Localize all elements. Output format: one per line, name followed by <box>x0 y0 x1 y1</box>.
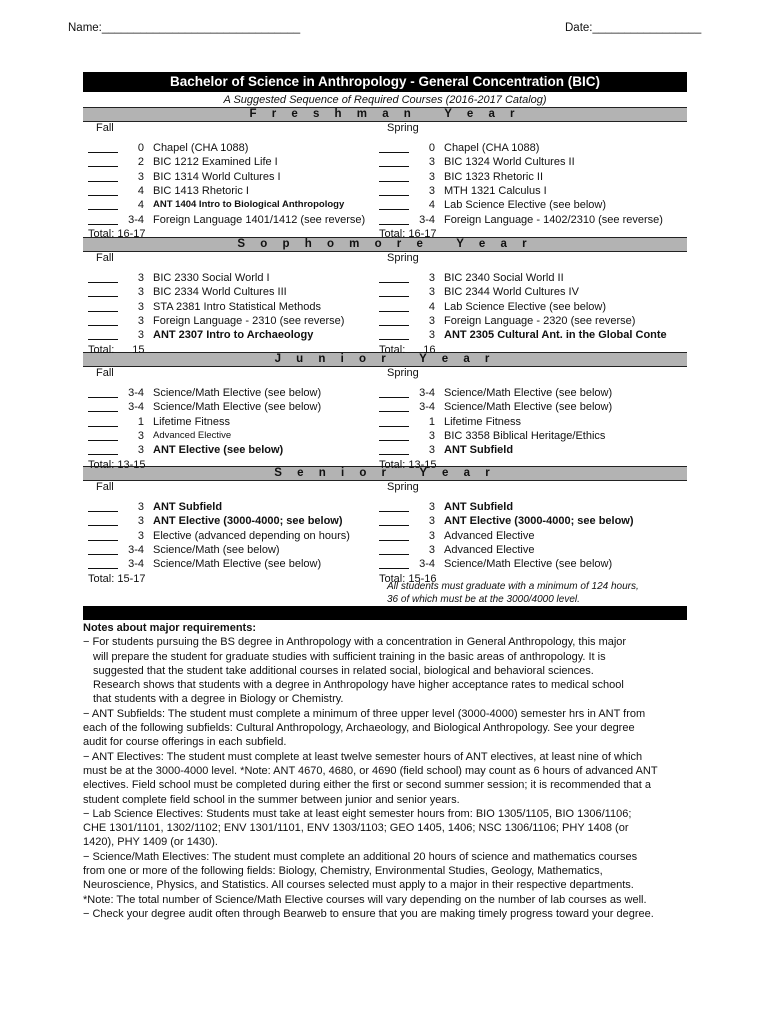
credit-hours: 3 <box>137 286 144 299</box>
semester-total <box>379 344 436 356</box>
credit-hours: 3-4 <box>419 401 435 414</box>
freshman-fall <box>84 122 384 240</box>
grade-blank[interactable] <box>379 501 409 512</box>
credit-hours: 3 <box>428 515 435 528</box>
note-line: that students with a degree in Biology or Chemistry. <box>93 693 344 706</box>
semester-total: Total: 15-17 <box>88 572 146 585</box>
grade-blank[interactable] <box>88 501 118 512</box>
semester-label: Fall <box>96 122 114 134</box>
note-line: each of the following subfields: Cultural Anthropology, Archaeology, and Biological Anthropology. See your degree <box>83 722 635 735</box>
course-name: Science/Math Elective (see below) <box>444 558 613 571</box>
course-name: STA 2381 Intro Statistical Methods <box>153 300 321 313</box>
note-line: will prepare the student for graduate studies with sufficient training in the basic areas of anthropology. It is <box>93 650 606 663</box>
grade-blank[interactable] <box>88 401 118 412</box>
semester-total: Total: 15-16 <box>379 572 437 585</box>
grade-blank[interactable] <box>379 387 409 398</box>
grade-blank[interactable] <box>88 272 118 283</box>
credit-hours: 3 <box>428 286 435 299</box>
date-field[interactable]: Date:_________________ <box>565 22 702 34</box>
credit-hours: 3 <box>137 329 144 342</box>
freshman-spring <box>375 122 675 240</box>
credit-hours: 4 <box>428 199 435 212</box>
credit-hours: 3 <box>428 501 435 513</box>
grade-blank[interactable] <box>88 430 118 441</box>
credit-hours: 3 <box>137 429 144 442</box>
credit-hours: 3 <box>428 170 435 183</box>
course-name: Science/Math Elective (see below) <box>153 558 322 571</box>
grade-blank[interactable] <box>88 142 118 153</box>
credit-hours: 3 <box>428 529 435 542</box>
page-title: Bachelor of Science in Anthropology - General Concentration (BIC) <box>83 72 687 92</box>
grade-blank[interactable] <box>379 530 409 541</box>
semester-label: Fall <box>96 252 114 264</box>
junior-fall <box>84 367 384 471</box>
course-name: BIC 1324 World Cultures II <box>444 156 575 169</box>
grade-blank[interactable] <box>379 416 409 427</box>
grade-blank[interactable] <box>88 329 118 340</box>
credit-hours: 3-4 <box>128 401 144 414</box>
note-line: *Note: The total number of Science/Math Elective courses will vary depending on the number of lab courses as well. <box>83 893 647 906</box>
grade-blank[interactable] <box>379 558 409 569</box>
course-name: Foreign Language - 2310 (see reverse) <box>153 314 345 327</box>
semester-total <box>88 344 145 356</box>
semester-label: Fall <box>96 367 114 379</box>
note-line: suggested that the student take additional courses in related social, biological and behavioral sciences. <box>93 664 594 677</box>
credit-hours: 1 <box>428 415 435 428</box>
grade-blank[interactable] <box>88 387 118 398</box>
credit-hours: 3 <box>428 444 435 457</box>
name-field[interactable]: Name:_______________________________ <box>68 22 301 34</box>
total-value: 15 <box>132 343 145 356</box>
course-name: Advanced Elective <box>444 529 535 542</box>
grade-blank[interactable] <box>379 430 409 441</box>
sophomore-spring <box>375 252 675 356</box>
course-name: BIC 1413 Rhetoric I <box>153 184 249 197</box>
graduation-note-line-1: All students must graduate with a minimum of 124 hours, <box>387 581 639 592</box>
course-name: Elective (advanced depending on hours) <box>153 529 350 542</box>
credit-hours: 3-4 <box>419 558 435 571</box>
grade-blank[interactable] <box>379 185 409 196</box>
course-name: ANT 2305 Cultural Ant. in the Global Conte <box>444 329 667 342</box>
credit-hours: 3 <box>137 501 144 513</box>
note-line: student complete field school in the summer between junior and senior years. <box>83 793 460 806</box>
year-header-junior: J u n i o r Y e a r <box>83 352 687 367</box>
grade-blank[interactable] <box>88 544 118 555</box>
grade-blank[interactable] <box>88 515 118 526</box>
note-line: 1420), PHY 1409 (or 1430). <box>83 836 218 849</box>
credit-hours: 4 <box>137 184 144 197</box>
credit-hours: 3-4 <box>128 558 144 571</box>
course-name: ANT 2307 Intro to Archaeology <box>153 329 314 342</box>
note-line: electives. Field school must be completed during either the first or second summer session; it is recommended that a <box>83 779 651 792</box>
notes-section <box>83 621 693 921</box>
grade-blank[interactable] <box>379 544 409 555</box>
credit-hours: 3 <box>137 529 144 542</box>
grade-blank[interactable] <box>88 171 118 182</box>
course-name: Lab Science Elective (see below) <box>444 300 607 313</box>
course-name: BIC 2334 World Cultures III <box>153 286 287 299</box>
course-name: Foreign Language - 1402/2310 (see reverse) <box>444 213 663 226</box>
note-line: must be at the 3000-4000 level. *Note: ANT 4670, 4680, or 4690 (field school) may count as 6 hours of advanced ANT <box>83 764 658 777</box>
credit-hours: 4 <box>428 300 435 313</box>
course-name: ANT 1404 Intro to Biological Anthropology <box>153 199 345 211</box>
grade-blank[interactable] <box>379 315 409 326</box>
semester-label: Fall <box>96 481 114 493</box>
semester-label: Spring <box>387 252 419 264</box>
grade-blank[interactable] <box>379 329 409 340</box>
grade-blank[interactable] <box>88 199 118 210</box>
note-line: Research shows that students with a degree in Anthropology have higher acceptance rates to medical school <box>93 679 624 692</box>
course-name: ANT Elective (3000-4000; see below) <box>444 515 634 528</box>
course-name: Science/Math Elective (see below) <box>444 387 613 399</box>
grade-blank[interactable] <box>379 272 409 283</box>
course-name: BIC 1314 World Cultures I <box>153 170 281 183</box>
note-line: − ANT Electives: The student must complete at least twelve semester hours of ANT electives, at least nine of which <box>83 750 643 763</box>
grade-blank[interactable] <box>379 214 409 225</box>
note-line: − ANT Subfields: The student must complete a minimum of three upper level (3000-4000) semester hrs in ANT from <box>83 707 646 720</box>
credit-hours: 3 <box>137 314 144 327</box>
semester-total: Total: 13-15 <box>88 458 146 471</box>
grade-blank[interactable] <box>379 301 409 312</box>
course-name: Science/Math Elective (see below) <box>153 401 322 414</box>
grade-blank[interactable] <box>88 301 118 312</box>
note-line: − For students pursuing the BS degree in Anthropology with a concentration in General Anthropology, this major <box>83 636 627 649</box>
grade-blank[interactable] <box>88 214 118 225</box>
senior-spring <box>375 481 675 585</box>
credit-hours: 4 <box>137 199 144 212</box>
credit-hours: 3 <box>137 170 144 183</box>
note-line: audit for course offerings in each subfield. <box>83 736 287 749</box>
year-header-freshman: F r e s h m a n Y e a r <box>83 107 687 122</box>
course-name: Lifetime Fitness <box>153 415 231 428</box>
year-header-sophomore: S o p h o m o r e Y e a r <box>83 237 687 252</box>
note-line: CHE 1301/1101, 1302/1102; ENV 1301/1101, ENV 1303/1103; GEO 1405, 1406; NSC 1306/1106; PHY 1408 (or <box>83 822 629 835</box>
credit-hours: 3-4 <box>419 213 435 226</box>
page-subtitle: A Suggested Sequence of Required Courses (2016-2017 Catalog) <box>223 94 547 106</box>
credit-hours: 3-4 <box>419 387 435 399</box>
note-line: from one or more of the following fields: Biology, Chemistry, Environmental Studies, Geology, Mathematics, <box>83 865 603 878</box>
credit-hours: 3 <box>428 156 435 169</box>
grade-blank[interactable] <box>379 156 409 167</box>
course-name: BIC 1323 Rhetoric II <box>444 170 544 183</box>
credit-hours: 2 <box>137 156 144 169</box>
course-name: Lifetime Fitness <box>444 415 522 428</box>
course-name: ANT Subfield <box>444 444 514 457</box>
semester-label: Spring <box>387 481 419 493</box>
course-name: Chapel (CHA 1088) <box>153 142 249 154</box>
grade-blank[interactable] <box>88 185 118 196</box>
course-name: Chapel (CHA 1088) <box>444 142 540 154</box>
course-name: Lab Science Elective (see below) <box>444 199 607 212</box>
course-name: ANT Subfield <box>444 501 514 513</box>
grade-blank[interactable] <box>379 286 409 297</box>
course-name: BIC 2330 Social World I <box>153 272 270 284</box>
divider-bar <box>83 606 687 620</box>
grade-blank[interactable] <box>88 156 118 167</box>
credit-hours: 0 <box>428 142 435 154</box>
semester-label: Spring <box>387 367 419 379</box>
credit-hours: 0 <box>137 142 144 154</box>
course-name: Foreign Language - 2320 (see reverse) <box>444 314 636 327</box>
course-name: Science/Math (see below) <box>153 543 280 556</box>
credit-hours: 3 <box>428 429 435 442</box>
note-line: − Lab Science Electives: Students must take at least eight semester hours from: BIO 1305/1105, BIO 1306/1106; <box>83 807 632 820</box>
grade-blank[interactable] <box>88 286 118 297</box>
credit-hours: 3 <box>428 272 435 284</box>
credit-hours: 3 <box>137 272 144 284</box>
semester-total: Total: 13-15 <box>379 458 437 471</box>
course-name: Science/Math Elective (see below) <box>153 387 322 399</box>
course-name: BIC 1212 Examined Life I <box>153 156 278 169</box>
credit-hours: 3 <box>137 300 144 313</box>
total-label: Total: <box>88 343 115 356</box>
credit-hours: 3 <box>428 329 435 342</box>
junior-spring <box>375 367 675 471</box>
semester-total: Total: 16-17 <box>379 227 437 240</box>
grade-blank[interactable] <box>88 315 118 326</box>
credit-hours: 3-4 <box>128 543 144 556</box>
total-label: Total: <box>379 343 406 356</box>
credit-hours: 3-4 <box>128 213 144 226</box>
credit-hours: 3 <box>428 184 435 197</box>
grade-blank[interactable] <box>88 558 118 569</box>
credit-hours: 1 <box>137 415 144 428</box>
course-name: BIC 3358 Biblical Heritage/Ethics <box>444 429 606 442</box>
course-name: ANT Elective (see below) <box>153 444 284 457</box>
grade-blank[interactable] <box>379 199 409 210</box>
course-name: Science/Math Elective (see below) <box>444 401 613 414</box>
semester-label: Spring <box>387 122 419 134</box>
credit-hours: 3 <box>428 543 435 556</box>
grade-blank[interactable] <box>88 416 118 427</box>
course-name: BIC 2344 World Cultures IV <box>444 286 579 299</box>
grade-blank[interactable] <box>88 530 118 541</box>
course-name: MTH 1321 Calculus I <box>444 184 547 197</box>
course-name: Foreign Language 1401/1412 (see reverse) <box>153 213 366 226</box>
semester-total: Total: 16-17 <box>88 227 146 240</box>
grade-blank[interactable] <box>379 401 409 412</box>
total-value: 16 <box>423 343 436 356</box>
course-name: ANT Elective (3000-4000; see below) <box>153 515 343 528</box>
year-header-senior: S e n i o r Y e a r <box>83 466 687 481</box>
grade-blank[interactable] <box>379 515 409 526</box>
credit-hours: 3 <box>137 515 144 528</box>
course-name: ANT Subfield <box>153 501 223 513</box>
senior-fall <box>84 481 384 585</box>
note-line: Neuroscience, Physics, and Statistics. All courses selected must apply to a major in their respective departments. <box>83 879 634 892</box>
credit-hours: 3-4 <box>128 387 144 399</box>
credit-hours: 3 <box>428 314 435 327</box>
grade-blank[interactable] <box>379 444 409 455</box>
course-name: Advanced Elective <box>153 429 232 441</box>
credit-hours: 3 <box>137 444 144 457</box>
grade-blank[interactable] <box>88 444 118 455</box>
course-name: BIC 2340 Social World II <box>444 272 564 284</box>
notes-heading: Notes about major requirements: <box>83 622 256 634</box>
note-line: − Science/Math Electives: The student must complete an additional 20 hours of science and mathematics courses <box>83 850 638 863</box>
course-name: Advanced Elective <box>444 543 535 556</box>
grade-blank[interactable] <box>379 142 409 153</box>
grade-blank[interactable] <box>379 171 409 182</box>
sophomore-fall <box>84 252 384 356</box>
note-line: − Check your degree audit often through Bearweb to ensure that you are making timely progress toward your degree. <box>83 907 654 920</box>
graduation-note-line-2: 36 of which must be at the 3000/4000 level. <box>387 594 580 605</box>
